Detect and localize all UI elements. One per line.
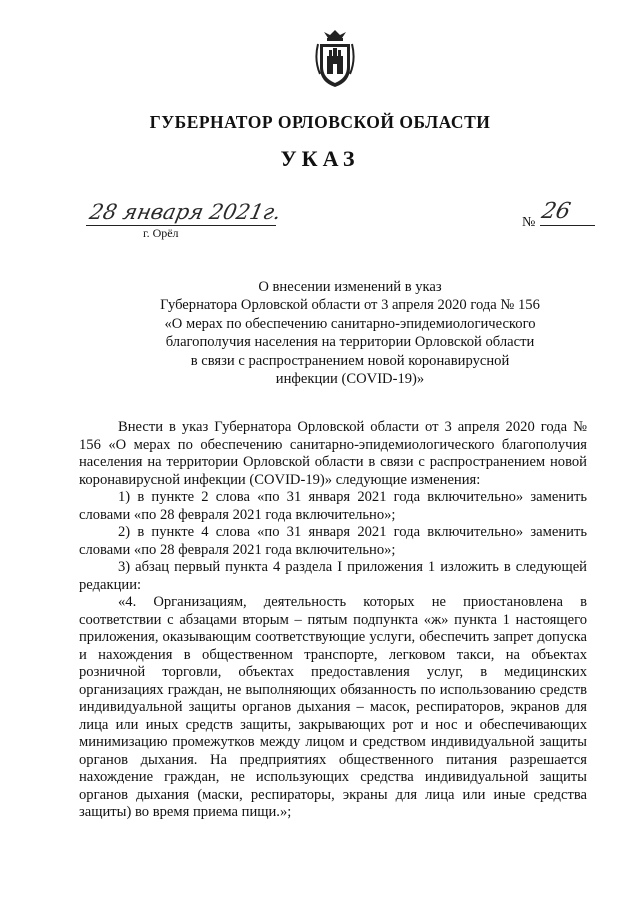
quoted-new-text: «4. Организациям, деятельность которых не приостановлена в соответствии с абзацами вторым – пятым подпункта «ж» пункта 1 настоящего приложения, оказывающим соответствующие услуги, обеспечить запрет допуска и нахождения в общественном транспорте, легковом такси, на объектах розничной торговли, объектах предоставления услуг, в медицинских организациях граждан, не выполняющих обязанность по использованию средств индивидуальной защиты органов дыхания – масок, респираторов, экранов для лица или иных средств защиты, закрывающих рот и нос и обеспечивающих минимизацию промежутков между лицом и средством индивидуальной защиты органов дыхания. На предприятиях общественного питания разрешается нахождение граждан, не использующих средства индивидуальной защиты органов дыхания (маски, респираторы, экраны для лица или иные средства защиты) во время приема пищи.»;	[79, 594, 587, 820]
coat-of-arms-icon	[314, 30, 356, 88]
handwritten-date: 28 января 2021г.	[87, 200, 284, 224]
document-type: УКАЗ	[280, 146, 360, 171]
intro-paragraph: Внести в указ Губернатора Орловской области от 3 апреля 2020 года № 156 «О мерах по обеспечению санитарно-эпидемиологического благополучия населения на территории Орловской области в связи с распространением новой коронавирусной инфекции (COVID-19)» следующие изменения:	[79, 419, 587, 488]
subject-line: «О мерах по обеспечению санитарно-эпидемиологического	[164, 315, 536, 332]
subject-line: благополучия населения на территории Орловской области	[165, 334, 535, 351]
amendment-item-1: 1) в пункте 2 слова «по 31 января 2021 года включительно» заменить словами «по 28 февраля 2021 года включительно»;	[79, 489, 587, 523]
number-underline	[540, 225, 595, 226]
number-label: №	[522, 215, 536, 230]
subject-line: Губернатора Орловской области от 3 апреля 2020 года № 156	[160, 297, 540, 314]
amendment-item-2: 2) в пункте 4 слова «по 31 января 2021 года включительно» заменить словами «по 28 февраля 2021 года включительно»;	[79, 524, 587, 558]
subject-line: О внесении изменений в указ	[258, 279, 442, 295]
decree-subject	[100, 278, 600, 388]
handwritten-number: 26	[539, 199, 573, 224]
amendment-item-3: 3) абзац первый пункта 4 раздела I приложения 1 изложить в следующей редакции:	[79, 559, 587, 593]
date-underline	[86, 225, 276, 226]
issuing-authority: ГУБЕРНАТОР ОРЛОВСКОЙ ОБЛАСТИ	[149, 112, 491, 132]
subject-line: в связи с распространением новой коронавирусной	[190, 352, 510, 369]
decree-body	[79, 419, 587, 822]
city-label: г. Орёл	[143, 226, 179, 240]
subject-line: инфекции (COVID-19)»	[275, 371, 425, 388]
